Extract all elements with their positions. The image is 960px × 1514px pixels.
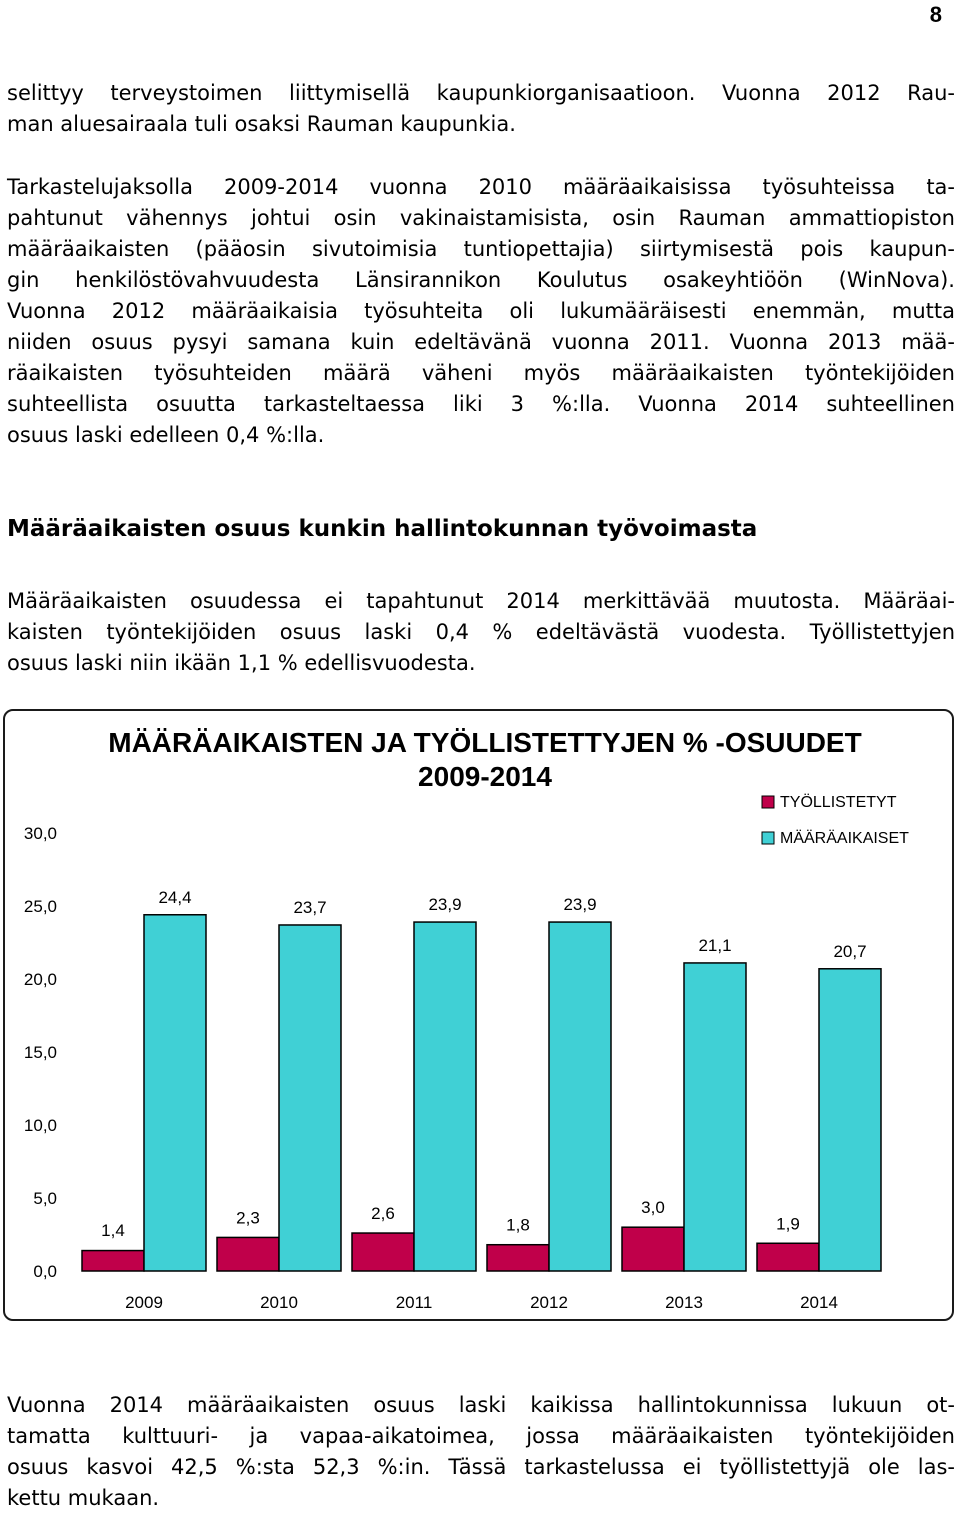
text-line: Vuonna 2012 määräaikaisia työsuhteita oli lukumääräisesti enemmän, mutta bbox=[7, 299, 955, 323]
data-label: 1,4 bbox=[101, 1221, 125, 1240]
text-line: pahtunut vähennys johtui osin vakinaistamisista, osin Rauman ammattiopiston bbox=[7, 206, 955, 230]
data-label: 1,8 bbox=[506, 1215, 530, 1235]
text-line: selittyy terveystoimen liittymisellä kaupunkiorganisaatioon. Vuonna 2012 Rau- bbox=[7, 81, 955, 105]
data-label: 20,7 bbox=[833, 941, 867, 961]
legend-label: TYÖLLISTETYT bbox=[780, 794, 897, 811]
bar-työllistetyt bbox=[622, 1227, 684, 1271]
data-label: 1,9 bbox=[776, 1214, 800, 1234]
x-tick-label: 2014 bbox=[800, 1293, 838, 1312]
text-line: tamatta kulttuuri- ja vapaa-aikatoimea, jossa määräaikaisten työntekijöiden bbox=[7, 1424, 955, 1448]
bar-määräaikaiset bbox=[549, 922, 611, 1271]
x-tick-label: 2013 bbox=[665, 1293, 703, 1312]
text-line: Tarkastelujaksolla 2009-2014 vuonna 2010 määräaikaisissa työsuhteissa ta- bbox=[7, 175, 955, 199]
data-label: 23,9 bbox=[563, 895, 597, 915]
legend-swatch bbox=[762, 832, 774, 844]
bar-määräaikaiset bbox=[819, 969, 881, 1271]
y-tick-label: 10,0 bbox=[23, 1116, 57, 1135]
text-line: man aluesairaala tuli osaksi Rauman kaupunkia. bbox=[7, 112, 516, 136]
x-tick-label: 2009 bbox=[125, 1293, 163, 1312]
legend-label: MÄÄRÄAIKAISET bbox=[780, 830, 909, 847]
bar-työllistetyt bbox=[82, 1251, 144, 1271]
y-tick-label: 5,0 bbox=[33, 1189, 57, 1208]
bar-työllistetyt bbox=[757, 1243, 819, 1271]
legend-swatch bbox=[762, 796, 774, 808]
text-line: kaisten työntekijöiden osuus laski 0,4 % edeltävästä vuodesta. Työllistettyjen bbox=[7, 620, 955, 644]
paragraph-4 bbox=[7, 1390, 955, 1514]
bar-työllistetyt bbox=[352, 1233, 414, 1271]
data-label: 2,3 bbox=[236, 1208, 260, 1228]
data-label: 3,0 bbox=[641, 1198, 665, 1218]
y-tick-label: 0,0 bbox=[33, 1262, 57, 1281]
text-line: Vuonna 2014 määräaikaisten osuus laski kaikissa hallintokunnissa lukuun ot- bbox=[7, 1393, 955, 1417]
bar-työllistetyt bbox=[487, 1245, 549, 1271]
chart-title: 2009-2014 bbox=[418, 761, 552, 792]
data-label: 23,9 bbox=[428, 895, 462, 915]
x-tick-label: 2010 bbox=[260, 1293, 298, 1312]
bar-määräaikaiset bbox=[144, 915, 206, 1271]
bar-määräaikaiset bbox=[279, 925, 341, 1271]
y-tick-label: 25,0 bbox=[23, 897, 57, 916]
x-tick-label: 2012 bbox=[530, 1293, 568, 1312]
chart-title: MÄÄRÄAIKAISTEN JA TYÖLLISTETTYJEN % -OSUUDET bbox=[108, 727, 862, 758]
data-label: 2,6 bbox=[371, 1204, 395, 1224]
bar-määräaikaiset bbox=[414, 922, 476, 1271]
y-tick-label: 15,0 bbox=[23, 1043, 57, 1062]
section-heading: Määräaikaisten osuus kunkin hallintokunnan työvoimasta bbox=[7, 516, 758, 542]
text-line: osuus kasvoi 42,5 %:sta 52,3 %:in. Tässä tarkastelussa ei työllistettyjä ole las- bbox=[7, 1455, 955, 1479]
text-line: Määräaikaisten osuudessa ei tapahtunut 2014 merkittävää muutosta. Määräai- bbox=[7, 589, 955, 613]
data-label: 21,1 bbox=[698, 935, 732, 955]
text-line: kettu mukaan. bbox=[7, 1486, 160, 1510]
data-label: 24,4 bbox=[158, 887, 192, 907]
text-line: niiden osuus pysyi samana kuin edeltävänä vuonna 2011. Vuonna 2013 mää- bbox=[7, 330, 955, 354]
y-tick-label: 20,0 bbox=[23, 970, 57, 989]
bar-työllistetyt bbox=[217, 1237, 279, 1271]
text-line: suhteellista osuutta tarkasteltaessa liki 3 %:lla. Vuonna 2014 suhteellinen bbox=[7, 392, 955, 416]
data-label: 23,7 bbox=[293, 897, 327, 917]
text-line: räaikaisten työsuhteiden määrä väheni myös määräaikaisten työntekijöiden bbox=[7, 361, 955, 385]
text-line: määräaikaisten (pääosin sivutoimisia tuntiopettajia) siirtymisestä pois kaupun- bbox=[7, 237, 955, 261]
text-line: osuus laski edelleen 0,4 %:lla. bbox=[7, 423, 325, 447]
text-line: osuus laski niin ikään 1,1 % edellisvuodesta. bbox=[7, 651, 476, 675]
y-tick-label: 30,0 bbox=[23, 824, 57, 843]
x-tick-label: 2011 bbox=[395, 1293, 433, 1312]
page-number: 8 bbox=[929, 2, 942, 27]
text-line: gin henkilöstövahvuudesta Länsirannikon Koulutus osakeyhtiöön (WinNova). bbox=[7, 268, 955, 292]
bar-määräaikaiset bbox=[684, 963, 746, 1271]
